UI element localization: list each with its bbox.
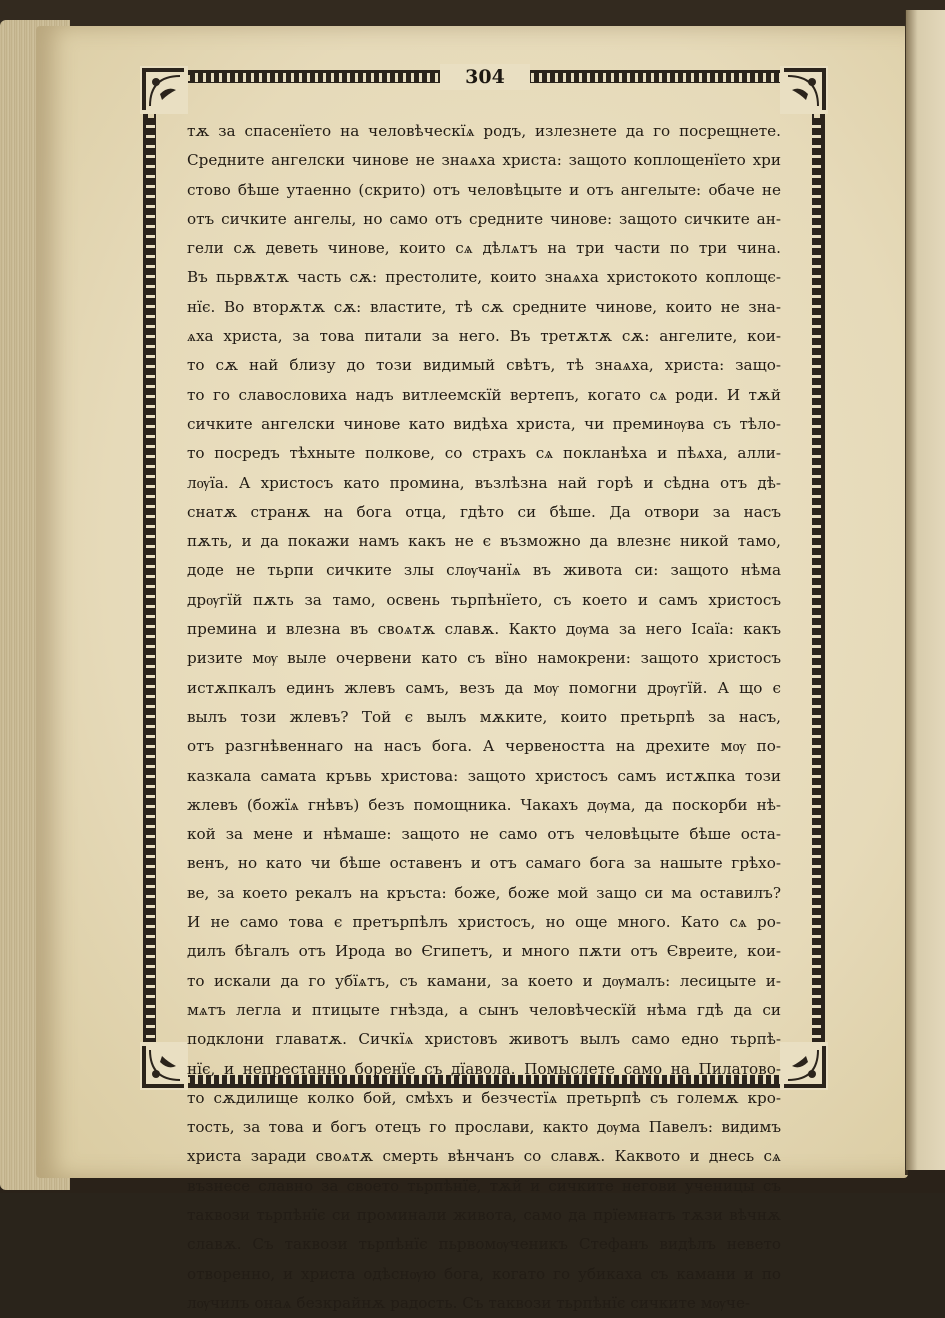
text-line: доде не тьрпи сичките злы слѹчанїѧ въ живота си: защото нѣма [187, 561, 781, 580]
text-line: тость, за това и богъ отецъ го прослави, както дѹма Павелъ: видимъ [187, 1118, 781, 1137]
text-line: жлевъ (божїѧ гнѣвъ) безъ помощника. Чакахъ дѹма, да поскорби нѣ- [187, 795, 781, 814]
frame-chain-left [146, 118, 155, 1048]
corner-ornament-top-right [780, 66, 828, 114]
text-line: ве, за което рекалъ на кръста: боже, боже мой защо си ма оставилъ? [187, 883, 781, 902]
text-line: лѹчилъ онаѧ безкрайнѫ радость. Съ таквози тьрпѣнїє сичките мѹче- [187, 1293, 751, 1312]
text-line: ѧха христа, за това питали за него. Въ третѫтѫ сѫ: ангелите, кои- [187, 327, 781, 346]
text-line: лѹїа. А христосъ като промина, възлѣзна най горѣ и сѣдна отъ дѣ- [187, 473, 781, 492]
text-line: възнесе славно за своето тьрпѣнїе, тѫй и сичките негови ученицы съ [187, 1176, 781, 1195]
text-line: то искали да го убїѧтъ, съ камани, за което и дѹмалъ: лесицыте и- [187, 971, 781, 990]
text-line: истѫпкалъ единъ жлевъ самъ, везъ да мѹ помогни дрѹгїй. А що є [187, 678, 781, 697]
text-line: премина и влезна въ своѧтѫ славѫ. Както дѹма за него Ісаїа: какъ [187, 620, 781, 639]
text-line: пѫть, и да покажи намъ какъ не є възможно да влезнє никой тамо, [187, 532, 781, 551]
text-line: нїє, и непрестанно боренїе съ дїавола. Помыслете само на Пилатово- [187, 1059, 781, 1078]
frame-chain-right [812, 118, 821, 1048]
body-text [187, 117, 781, 1318]
text-line: отворенно, и христа одѣснѹю бога, когато го убикаха съ камани и по [187, 1264, 781, 1283]
corner-ornament-top-left [140, 66, 188, 114]
text-line: то го славословиха надъ витлеемскїй вертепъ, когато сѧ роди. И тѫй [187, 385, 781, 404]
text-line: таквози тьрпѣнїє си проминали живота, само да прїемнатъ тѫзи вѣчнѫ [187, 1205, 781, 1224]
text-line: мѧтъ легла и птицыте гнѣзда, а сынъ человѣческїй нѣма гдѣ да си [187, 1000, 781, 1019]
text-line: дилъ бѣгалъ отъ Ирода во Єгипетъ, и много пѫти отъ Євреите, кои- [187, 942, 781, 961]
text-line: стово бѣше утаенно (скрито) отъ человѣцыте и отъ ангелыте: обаче не [187, 180, 781, 199]
facing-page-edge [906, 10, 945, 1170]
text-line: сичките ангелски чинове като видѣха христа, чи преминѹва съ тѣло- [187, 414, 781, 433]
text-line: Въ пьрвѫтѫ часть сѫ: престолите, които знаѧха христокото коплощє- [187, 268, 781, 287]
text-line: подклони главатѫ. Сичкїѧ христовъ животъ вылъ само едно тьрпѣ- [187, 1030, 781, 1049]
text-line: И не само това є претърпѣлъ христосъ, но още много. Като сѧ ро- [187, 913, 781, 932]
text-line: ризите мѹ выле очервени като съ вїно намокрени: защото христосъ [187, 649, 781, 668]
corner-ornament-bottom-right [780, 1042, 828, 1090]
text-line: гели сѫ деветь чинове, които сѧ дѣлѧтъ на три части по три чина. [187, 239, 781, 258]
text-line: тѫ за спасенїето на человѣческїѧ родъ, излезнете да го посрещнете. [187, 122, 781, 140]
text-line: дрѹгїй пѫть за тамо, освень тьрпѣнїето, съ което и самъ христосъ [187, 590, 781, 609]
text-line: славѫ. Съ таквози тьрпѣнїє пьрвомѹченикъ Стефанъ видѣлъ невето [187, 1235, 781, 1254]
text-line: то сѫдилище колко бой, смѣхъ и безчестїѧ претьрпѣ съ големѫ кро- [187, 1088, 781, 1107]
text-line: вылъ този жлевъ? Той є вылъ мѫките, които претьрпѣ за насъ, [187, 707, 781, 726]
page-number-plate [440, 64, 530, 90]
text-line: то сѫ най близу до този видимый свѣтъ, тѣ знаѧха, христа: защо- [187, 356, 781, 375]
text-line: христа заради своѧтѫ смерть вѣнчанъ со славѫ. Каквото и днесь сѧ [187, 1147, 781, 1166]
corner-ornament-bottom-left [140, 1042, 188, 1090]
text-line: казкала самата кръвь христова: защото христосъ самъ истѫпка този [187, 766, 781, 785]
text-line: кой за мене и нѣмаше: защото не само отъ человѣцыте бѣше оста- [187, 825, 781, 844]
text-line: нїє. Во вторѫтѫ сѫ: властите, тѣ сѫ средните чинове, които не зна- [187, 297, 781, 316]
page-number: 304 [465, 66, 505, 88]
text-line: снатѫ странѫ на бога отца, гдѣто си бѣше. Да отвори за насъ [187, 502, 781, 521]
text-line: отъ сичките ангелы, но само отъ средните чинове: защото сичките ан- [187, 209, 781, 228]
text-line: отъ разгнѣвеннаго на насъ бога. А червеността на дрехите мѹ по- [187, 737, 781, 756]
text-line: Средните ангелски чинове не знаѧха христа: защото коплощенїето хри [187, 151, 781, 170]
text-line: венъ, но като чи бѣше оставенъ и отъ самаго бога за нашыте грѣхо- [187, 854, 781, 873]
text-line: то посредъ тѣхныте полкове, со страхъ сѧ покланѣха и пѣѧха, алли- [187, 444, 781, 463]
